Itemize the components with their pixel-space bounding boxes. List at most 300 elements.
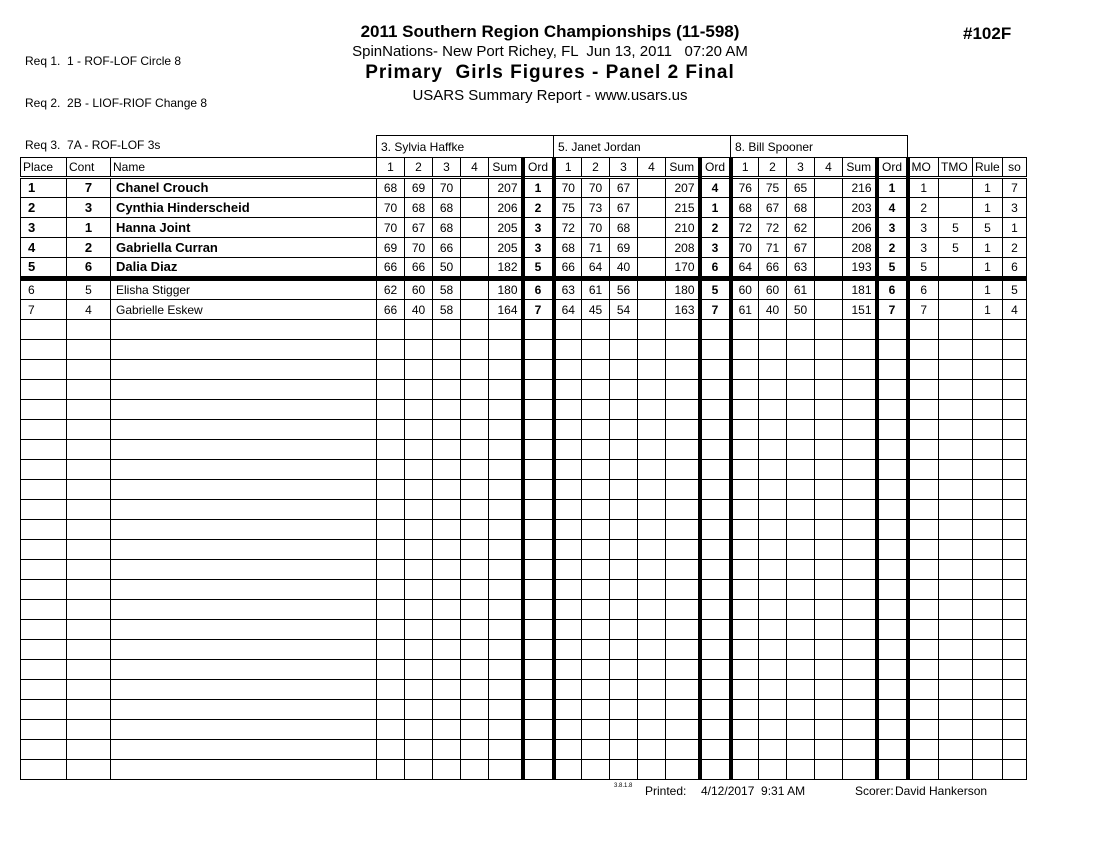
score-cell	[815, 178, 843, 198]
empty-cell	[489, 740, 523, 760]
empty-cell	[759, 600, 787, 620]
score-cell: 61	[787, 279, 815, 300]
contestant-number-cell: 7	[67, 178, 111, 198]
score-cell: 73	[582, 198, 610, 218]
score-cell: 61	[731, 300, 759, 320]
empty-cell	[67, 420, 111, 440]
score-cell: 68	[433, 218, 461, 238]
majority-cell: 5	[908, 258, 939, 279]
skater-name-cell: Dalia Diaz	[111, 258, 377, 279]
empty-cell	[908, 320, 939, 340]
empty-cell	[815, 360, 843, 380]
empty-cell	[554, 460, 582, 480]
score-cell: 66	[405, 258, 433, 279]
ordinal-cell: 7	[523, 300, 554, 320]
empty-cell	[111, 500, 377, 520]
empty-cell	[939, 640, 973, 660]
empty-ordinal-cell	[700, 540, 731, 560]
empty-cell	[843, 320, 877, 340]
empty-cell	[973, 620, 1003, 640]
sum-cell: 207	[666, 178, 700, 198]
empty-ordinal-cell	[523, 360, 554, 380]
empty-cell	[666, 700, 700, 720]
empty-cell	[582, 640, 610, 660]
score-cell: 67	[759, 198, 787, 218]
empty-cell	[666, 380, 700, 400]
printed-label: Printed:	[645, 784, 687, 798]
empty-cell	[1003, 660, 1027, 680]
empty-ordinal-cell	[700, 600, 731, 620]
sum-cell: 207	[489, 178, 523, 198]
empty-ordinal-cell	[700, 480, 731, 500]
empty-ordinal-cell	[877, 560, 908, 580]
empty-cell	[973, 360, 1003, 380]
empty-cell	[638, 320, 666, 340]
empty-cell	[908, 580, 939, 600]
empty-cell	[1003, 500, 1027, 520]
empty-cell	[666, 580, 700, 600]
empty-cell	[666, 720, 700, 740]
empty-cell	[405, 360, 433, 380]
score-cell	[815, 218, 843, 238]
score-cell: 67	[787, 238, 815, 258]
column-header-1: 1	[554, 158, 582, 178]
empty-cell	[666, 740, 700, 760]
empty-cell	[21, 560, 67, 580]
empty-ordinal-cell	[877, 460, 908, 480]
empty-cell	[939, 540, 973, 560]
column-header-2: 2	[759, 158, 787, 178]
empty-cell	[638, 360, 666, 380]
empty-cell	[610, 380, 638, 400]
empty-ordinal-cell	[523, 720, 554, 740]
empty-cell	[489, 720, 523, 740]
empty-row	[21, 420, 1027, 440]
empty-cell	[377, 580, 405, 600]
empty-cell	[377, 400, 405, 420]
empty-cell	[973, 400, 1003, 420]
empty-ordinal-cell	[877, 540, 908, 560]
empty-cell	[843, 520, 877, 540]
empty-cell	[461, 740, 489, 760]
empty-cell	[433, 580, 461, 600]
empty-ordinal-cell	[877, 360, 908, 380]
rule-cell: 1	[973, 178, 1003, 198]
sum-cell: 210	[666, 218, 700, 238]
empty-cell	[489, 520, 523, 540]
empty-cell	[610, 660, 638, 680]
empty-ordinal-cell	[877, 680, 908, 700]
empty-cell	[489, 700, 523, 720]
result-row	[21, 300, 1027, 320]
empty-cell	[21, 520, 67, 540]
empty-ordinal-cell	[523, 700, 554, 720]
empty-cell	[433, 460, 461, 480]
score-cell: 71	[759, 238, 787, 258]
empty-cell	[489, 480, 523, 500]
column-header-cont: Cont	[67, 158, 111, 178]
empty-cell	[939, 560, 973, 580]
empty-cell	[433, 420, 461, 440]
empty-cell	[582, 480, 610, 500]
empty-cell	[554, 420, 582, 440]
empty-cell	[666, 760, 700, 780]
score-cell	[638, 279, 666, 300]
empty-cell	[939, 440, 973, 460]
empty-ordinal-cell	[523, 480, 554, 500]
empty-cell	[1003, 480, 1027, 500]
tmo-cell	[939, 300, 973, 320]
empty-ordinal-cell	[700, 680, 731, 700]
empty-cell	[554, 340, 582, 360]
empty-cell	[582, 340, 610, 360]
empty-cell	[815, 600, 843, 620]
empty-ordinal-cell	[700, 460, 731, 480]
score-cell: 68	[433, 198, 461, 218]
empty-cell	[787, 560, 815, 580]
empty-cell	[582, 720, 610, 740]
majority-cell: 7	[908, 300, 939, 320]
empty-cell	[666, 420, 700, 440]
empty-cell	[638, 660, 666, 680]
column-header-tmo: TMO	[939, 158, 973, 178]
report-footer	[0, 784, 1100, 804]
empty-cell	[731, 720, 759, 740]
empty-cell	[787, 640, 815, 660]
score-cell: 40	[610, 258, 638, 279]
empty-cell	[1003, 720, 1027, 740]
empty-ordinal-cell	[877, 740, 908, 760]
empty-cell	[377, 440, 405, 460]
empty-cell	[787, 760, 815, 780]
empty-row	[21, 460, 1027, 480]
empty-cell	[489, 580, 523, 600]
score-cell: 56	[610, 279, 638, 300]
column-header-2: 2	[582, 158, 610, 178]
sum-cell: 193	[843, 258, 877, 279]
column-header-place: Place	[21, 158, 67, 178]
empty-cell	[759, 680, 787, 700]
empty-cell	[405, 320, 433, 340]
empty-row	[21, 320, 1027, 340]
ordinal-cell: 6	[523, 279, 554, 300]
empty-cell	[973, 440, 1003, 460]
empty-cell	[377, 600, 405, 620]
empty-cell	[405, 660, 433, 680]
empty-cell	[67, 400, 111, 420]
score-cell	[461, 300, 489, 320]
empty-cell	[731, 760, 759, 780]
rule-cell: 1	[973, 258, 1003, 279]
empty-cell	[489, 660, 523, 680]
empty-cell	[939, 460, 973, 480]
contestant-number-cell: 5	[67, 279, 111, 300]
empty-row	[21, 520, 1027, 540]
empty-cell	[489, 440, 523, 460]
empty-cell	[489, 320, 523, 340]
empty-cell	[67, 480, 111, 500]
empty-cell	[908, 560, 939, 580]
sum-cell: 163	[666, 300, 700, 320]
judge-name-2: 5. Janet Jordan	[554, 136, 731, 158]
empty-cell	[461, 660, 489, 680]
empty-ordinal-cell	[877, 660, 908, 680]
empty-cell	[610, 720, 638, 740]
empty-cell	[843, 580, 877, 600]
empty-ordinal-cell	[523, 420, 554, 440]
majority-cell: 3	[908, 238, 939, 258]
empty-cell	[1003, 460, 1027, 480]
empty-cell	[843, 420, 877, 440]
tmo-cell: 5	[939, 238, 973, 258]
sum-cell: 215	[666, 198, 700, 218]
requirement-line-3: Req 3. 7A - ROF-LOF 3s	[25, 138, 161, 152]
score-cell: 50	[433, 258, 461, 279]
empty-cell	[433, 740, 461, 760]
result-row	[21, 279, 1027, 300]
empty-cell	[554, 520, 582, 540]
empty-cell	[489, 600, 523, 620]
empty-cell	[554, 360, 582, 380]
empty-cell	[973, 720, 1003, 740]
ordinal-cell: 6	[700, 258, 731, 279]
empty-cell	[939, 740, 973, 760]
empty-cell	[759, 560, 787, 580]
requirement-line-2: Req 2. 2B - LIOF-RIOF Change 8	[25, 96, 208, 110]
empty-cell	[489, 680, 523, 700]
empty-cell	[554, 400, 582, 420]
score-cell: 70	[582, 178, 610, 198]
empty-cell	[433, 760, 461, 780]
empty-ordinal-cell	[877, 420, 908, 440]
rule-cell: 1	[973, 198, 1003, 218]
place-cell: 7	[21, 300, 67, 320]
score-cell	[638, 198, 666, 218]
empty-cell	[21, 340, 67, 360]
empty-cell	[405, 600, 433, 620]
empty-cell	[666, 620, 700, 640]
column-header-ord: Ord	[877, 158, 908, 178]
majority-cell: 1	[908, 178, 939, 198]
so-cell: 7	[1003, 178, 1027, 198]
skater-name-cell: Gabriella Curran	[111, 238, 377, 258]
empty-cell	[787, 440, 815, 460]
column-header-row	[21, 158, 1027, 178]
empty-cell	[461, 380, 489, 400]
score-cell: 40	[405, 300, 433, 320]
empty-cell	[67, 680, 111, 700]
empty-cell	[759, 740, 787, 760]
empty-cell	[111, 580, 377, 600]
column-header-3: 3	[433, 158, 461, 178]
empty-cell	[111, 640, 377, 660]
empty-ordinal-cell	[877, 720, 908, 740]
empty-cell	[973, 680, 1003, 700]
empty-cell	[638, 640, 666, 660]
empty-ordinal-cell	[700, 500, 731, 520]
empty-cell	[67, 360, 111, 380]
empty-cell	[111, 720, 377, 740]
empty-cell	[554, 700, 582, 720]
score-cell: 40	[759, 300, 787, 320]
empty-cell	[787, 580, 815, 600]
empty-row	[21, 340, 1027, 360]
empty-ordinal-cell	[523, 680, 554, 700]
empty-cell	[405, 700, 433, 720]
empty-cell	[111, 660, 377, 680]
empty-cell	[582, 400, 610, 420]
empty-cell	[610, 320, 638, 340]
rule-cell: 1	[973, 238, 1003, 258]
tmo-cell	[939, 178, 973, 198]
empty-cell	[433, 640, 461, 660]
empty-cell	[1003, 580, 1027, 600]
empty-cell	[461, 400, 489, 420]
empty-cell	[21, 640, 67, 660]
empty-cell	[1003, 520, 1027, 540]
empty-cell	[638, 500, 666, 520]
empty-ordinal-cell	[700, 440, 731, 460]
result-row	[21, 178, 1027, 198]
empty-cell	[433, 680, 461, 700]
empty-cell	[759, 400, 787, 420]
sum-cell: 208	[666, 238, 700, 258]
empty-cell	[843, 700, 877, 720]
empty-cell	[973, 340, 1003, 360]
empty-cell	[666, 680, 700, 700]
empty-cell	[759, 660, 787, 680]
empty-cell	[908, 760, 939, 780]
empty-cell	[638, 760, 666, 780]
empty-cell	[554, 620, 582, 640]
empty-cell	[1003, 700, 1027, 720]
empty-cell	[638, 340, 666, 360]
column-header-ord: Ord	[700, 158, 731, 178]
empty-ordinal-cell	[877, 340, 908, 360]
empty-ordinal-cell	[877, 580, 908, 600]
empty-cell	[843, 480, 877, 500]
empty-cell	[843, 360, 877, 380]
empty-ordinal-cell	[877, 380, 908, 400]
empty-ordinal-cell	[877, 600, 908, 620]
empty-cell	[973, 540, 1003, 560]
empty-cell	[67, 320, 111, 340]
empty-cell	[787, 320, 815, 340]
empty-cell	[908, 520, 939, 540]
empty-cell	[405, 520, 433, 540]
empty-cell	[610, 400, 638, 420]
empty-cell	[787, 380, 815, 400]
empty-cell	[461, 520, 489, 540]
empty-cell	[554, 740, 582, 760]
empty-cell	[638, 440, 666, 460]
score-cell: 64	[582, 258, 610, 279]
empty-cell	[433, 440, 461, 460]
empty-ordinal-cell	[700, 380, 731, 400]
empty-cell	[1003, 340, 1027, 360]
empty-cell	[973, 640, 1003, 660]
score-cell	[461, 218, 489, 238]
place-cell: 2	[21, 198, 67, 218]
empty-cell	[582, 760, 610, 780]
empty-cell	[939, 360, 973, 380]
empty-cell	[554, 560, 582, 580]
empty-cell	[67, 760, 111, 780]
empty-cell	[377, 360, 405, 380]
empty-cell	[787, 420, 815, 440]
empty-cell	[843, 720, 877, 740]
empty-cell	[67, 720, 111, 740]
empty-cell	[21, 540, 67, 560]
empty-row	[21, 620, 1027, 640]
ordinal-cell: 3	[700, 238, 731, 258]
empty-cell	[461, 560, 489, 580]
empty-row	[21, 600, 1027, 620]
empty-cell	[908, 420, 939, 440]
score-cell	[815, 300, 843, 320]
empty-cell	[405, 760, 433, 780]
event-title: Primary Girls Figures - Panel 2 Final	[365, 62, 735, 83]
empty-cell	[461, 760, 489, 780]
empty-cell	[815, 680, 843, 700]
empty-row	[21, 740, 1027, 760]
empty-cell	[815, 420, 843, 440]
score-cell: 67	[610, 178, 638, 198]
empty-cell	[939, 520, 973, 540]
score-cell: 64	[731, 258, 759, 279]
empty-cell	[21, 680, 67, 700]
empty-cell	[908, 500, 939, 520]
empty-cell	[461, 340, 489, 360]
empty-cell	[405, 380, 433, 400]
empty-ordinal-cell	[700, 640, 731, 660]
empty-cell	[666, 360, 700, 380]
score-cell: 62	[377, 279, 405, 300]
empty-cell	[21, 720, 67, 740]
score-cell: 67	[610, 198, 638, 218]
empty-cell	[787, 480, 815, 500]
empty-ordinal-cell	[523, 400, 554, 420]
empty-cell	[461, 600, 489, 620]
empty-cell	[21, 580, 67, 600]
column-header-4: 4	[815, 158, 843, 178]
empty-cell	[610, 740, 638, 760]
empty-cell	[405, 460, 433, 480]
score-cell: 69	[377, 238, 405, 258]
empty-cell	[610, 700, 638, 720]
empty-cell	[377, 420, 405, 440]
column-header-4: 4	[461, 158, 489, 178]
empty-cell	[461, 700, 489, 720]
sum-cell: 180	[489, 279, 523, 300]
empty-cell	[973, 560, 1003, 580]
ordinal-cell: 3	[877, 218, 908, 238]
empty-cell	[638, 540, 666, 560]
empty-cell	[843, 440, 877, 460]
empty-cell	[638, 720, 666, 740]
ordinal-cell: 7	[700, 300, 731, 320]
score-cell: 70	[731, 238, 759, 258]
empty-cell	[731, 580, 759, 600]
empty-ordinal-cell	[877, 320, 908, 340]
score-cell: 62	[787, 218, 815, 238]
empty-cell	[489, 500, 523, 520]
empty-cell	[610, 340, 638, 360]
skater-name-cell: Gabrielle Eskew	[111, 300, 377, 320]
empty-cell	[21, 740, 67, 760]
empty-cell	[377, 380, 405, 400]
empty-cell	[554, 680, 582, 700]
